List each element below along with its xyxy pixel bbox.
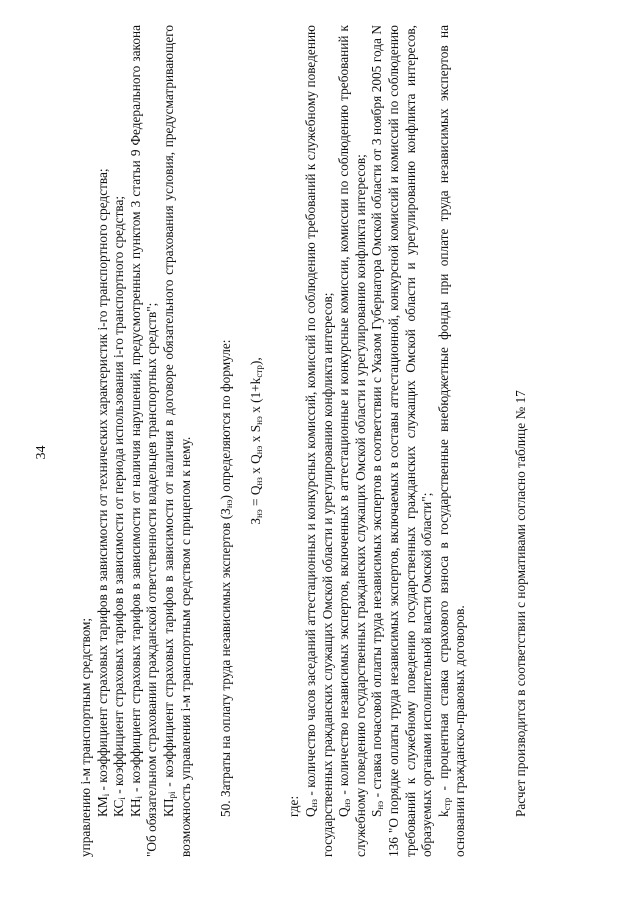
paragraph-kn [128,25,161,857]
subscript: стр [441,797,452,811]
subscript: i [117,797,128,800]
paragraph-calculation: Расчет производится в соответствии с нормативами согласно таблице № 17 [512,390,528,817]
text: x S [247,424,263,446]
text: управлению i-м транспортным средством; [78,617,93,857]
subscript: рi [166,791,177,799]
paragraph-kstr [436,25,469,857]
text: КС [111,799,127,817]
text: - количество часов заседаний аттестационных и конкурсных комиссий, комиссий по соблюдению требований к служебному поведению государственных гражданских служащих Омской области и урегулированию конфликта интересов; [302,25,335,857]
text: - количество независимых экспертов, включенных в аттестационные и конкурсные комиссии, комиссии по соблюдению требований к служебному поведению государственных гражданских служащих Омской области и урегулированию конфликта интересов; [336,25,368,857]
subscript: нэ [253,416,264,425]
subscript: нэ [342,798,353,808]
text: - коэффициент страховых тарифов в зависимости от наличия нарушений, предусмотренных пунктом 3 статьи 9 Федерального закона "Об обязательном страховании гражданской ответственности владельцев транспортных средств"; [127,25,160,857]
text: = Q [247,485,263,510]
paragraph-kp [161,25,194,857]
text: x Q [247,454,263,478]
where-label: где: [286,795,302,817]
text: - коэффициент страховых тарифов в зависимости от наличия в договоре обязательного страхования условия, предусматривающего возможность управления i-м транспортным средством с прицепом к нему. [160,25,193,857]
text: КН [127,798,143,817]
paragraph-50 [218,25,235,857]
text: k [435,810,451,817]
text: x (1+k [247,377,263,417]
subscript: i [100,793,111,797]
text: ) определяются по формуле: [218,339,234,500]
text: КМ [94,796,110,817]
text: Q [302,807,318,817]
text: - коэффициент страховых тарифов в зависимости от периода использования i-го транспортного средства; [111,195,127,798]
text: - коэффициент страховых тарифов в зависимости от технических характеристик i-го транспортного средства; [94,168,110,794]
paragraph-qnz [303,25,336,857]
page-number: 34 [34,445,49,460]
text: S [369,809,385,817]
text: КП [160,798,176,817]
paragraph-ks [111,25,128,857]
paragraph-km [95,25,112,857]
text: ), [247,357,263,366]
subscript: стр [253,365,264,378]
subscript: нэ [375,800,386,810]
paragraph-sne [369,25,435,857]
text: З [247,517,263,525]
subscript: нз [308,799,319,808]
text: 50. Затраты на оплату труда независимых экспертов (З [218,508,234,817]
paragraph-vehicle-control [78,25,95,857]
subscript: нэ [224,499,235,509]
text: - процентная ставка страхового взноса в государственные внебюджетные фонды при оплате труда независимых экспертов на основании гражданско-правовых договоров. [435,25,468,857]
subscript: нз [253,477,264,486]
subscript: i [133,796,144,799]
paragraph-qne [336,25,369,857]
document-body [34,25,529,857]
text: Q [336,807,352,817]
formula [248,25,265,857]
text: - ставка почасовой оплаты труда независимых экспертов в соответствии с Указом Губернатора Омской области от 3 ноября 2005 года N 136 "О порядке оплаты труда независимых экспертов, включаемых в составы аттестационной, конкурсной комиссий и комиссий по соблюдению требований к служебному поведению государственных гражданских служащих Омской области и урегулированию конфликта интересов, образуемых органами исполнительной власти Омской области"; [369,25,435,857]
subscript: нэ [253,445,264,455]
subscript: нэ [253,509,264,518]
